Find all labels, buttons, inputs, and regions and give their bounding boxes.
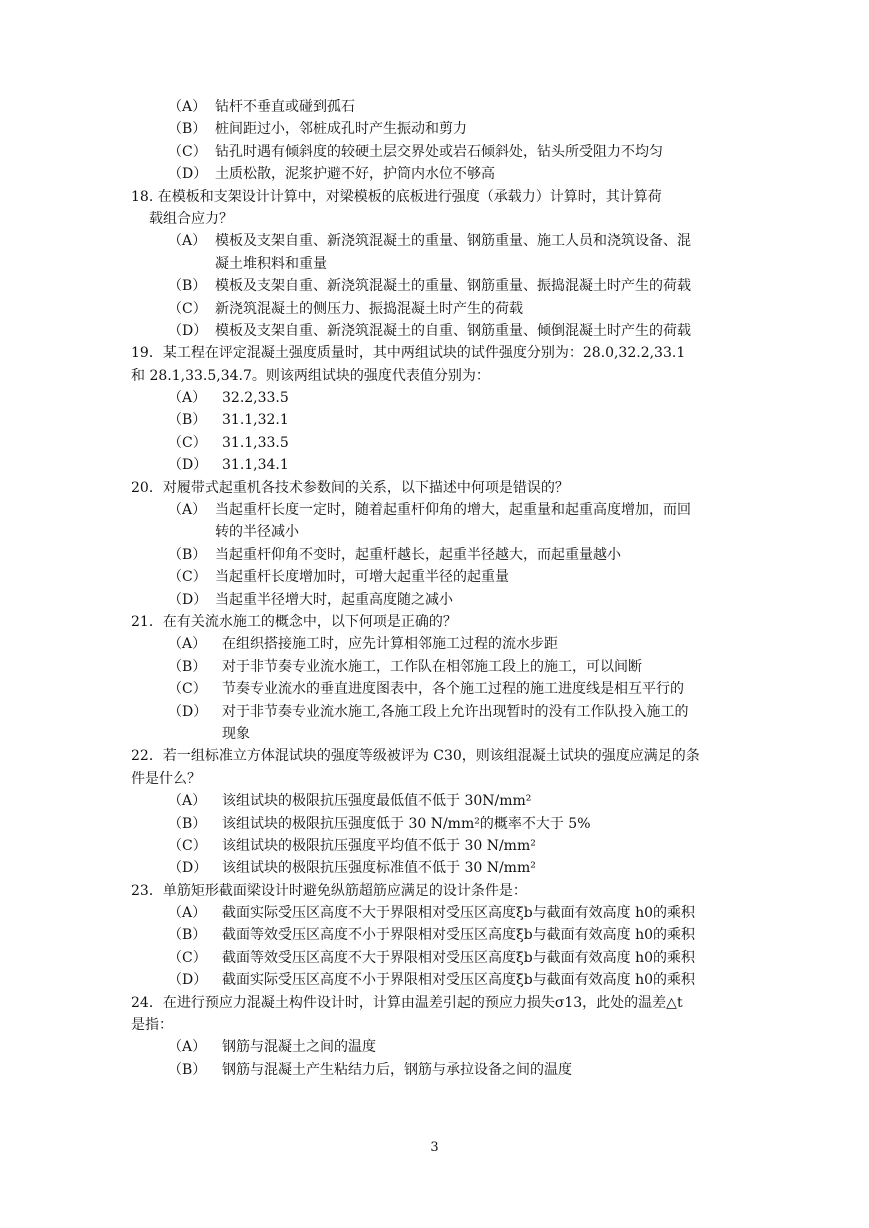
option-text: 土质松散，泥浆护避不好，护筒内水位不够高 (215, 166, 495, 183)
option-text: 该组试块的极限抗压强度最低值不低于 30N/mm² (222, 793, 532, 810)
question-stem (0, 992, 869, 1014)
question-text: 21．在有关流水施工的概念中，以下何项是正确的？ (131, 613, 457, 630)
option-text: 该组试块的极限抗压强度低于 30 N/mm²的概率不大于 5% (222, 815, 591, 832)
option-continuation (0, 253, 869, 275)
option-label: （A） (168, 905, 207, 922)
option-text: 该组试块的极限抗压强度标准值不低于 30 N/mm² (222, 860, 536, 877)
option-label: （C） (168, 569, 207, 586)
option-label: （B） (168, 658, 207, 675)
option-text: 31.1,32.1 (222, 412, 289, 429)
answer-option (0, 544, 869, 566)
option-text: 截面等效受压区高度不小于界限相对受压区高度ξb与截面有效高度 h0的乘积 (222, 927, 696, 944)
option-text: 对于非节奏专业流水施工，工作队在相邻施工段上的施工，可以间断 (222, 658, 642, 675)
option-text: 截面实际受压区高度不大于界限相对受压区高度ξb与截面有效高度 h0的乘积 (222, 905, 696, 922)
option-text: 截面等效受压区高度不大于界限相对受压区高度ξb与截面有效高度 h0的乘积 (222, 949, 696, 966)
option-label: （C） (168, 949, 207, 966)
option-label: （D） (168, 972, 208, 989)
question-stem-continuation (0, 208, 869, 230)
option-label: （A） (168, 502, 207, 519)
option-text: 31.1,33.5 (222, 434, 289, 451)
question-stem (0, 768, 869, 790)
option-label: （D） (168, 457, 208, 474)
question-list (0, 96, 869, 1081)
answer-option (0, 96, 869, 118)
option-label: （B） (168, 412, 207, 429)
answer-option (0, 320, 869, 342)
option-text: 钻孔时遇有倾斜度的较硬土层交界处或岩石倾斜处，钻头所受阻力不均匀 (215, 143, 663, 160)
question-text: 是指： (131, 1017, 173, 1034)
answer-option (0, 633, 869, 655)
answer-option (0, 454, 869, 476)
option-label: （C） (168, 681, 207, 698)
option-label: （C） (168, 434, 207, 451)
question-stem (0, 342, 869, 364)
option-label: （D） (168, 322, 208, 339)
option-label: （D） (168, 860, 208, 877)
option-label: （C） (168, 300, 207, 317)
answer-option (0, 432, 869, 454)
question-text: 24．在进行预应力混凝土构件设计时，计算由温差引起的预应力损失σ13，此处的温差△t (131, 994, 683, 1011)
question-text: 19．某工程在评定混凝土强度质量时，其中两组试块的试件强度分别为：28.0,32.2,33.1 (131, 345, 686, 362)
option-label: （B） (168, 121, 207, 138)
answer-option (0, 902, 869, 924)
answer-option (0, 589, 869, 611)
answer-option (0, 947, 869, 969)
option-label: （B） (168, 927, 207, 944)
option-text: 在组织搭接施工时，应先计算相邻施工过程的流水步距 (222, 636, 558, 653)
question-text: 和 28.1,33.5,34.7。则该两组试块的强度代表值分别为： (131, 367, 490, 384)
question-stem (0, 1014, 869, 1036)
option-label: （A） (168, 99, 207, 115)
question-text: 23．单筋矩形截面梁设计时避免纵筋超筋应满足的设计条件是： (131, 882, 527, 899)
answer-option (0, 969, 869, 991)
option-text: 凝土堆积料和重量 (215, 255, 327, 272)
option-label: （C） (168, 837, 207, 854)
answer-option (0, 230, 869, 252)
answer-option (0, 790, 869, 812)
answer-option (0, 835, 869, 857)
option-text: 截面实际受压区高度不小于界限相对受压区高度ξb与截面有效高度 h0的乘积 (222, 972, 696, 989)
answer-option (0, 1036, 869, 1058)
answer-option (0, 387, 869, 409)
option-text: 当起重杆长度一定时，随着起重杆仰角的增大，起重量和起重高度增加，而回 (215, 502, 691, 519)
option-text: 桩间距过小，邻桩成孔时产生振动和剪力 (215, 121, 467, 138)
question-text: 20．对履带式起重机各技术参数间的关系，以下描述中何项是错误的？ (131, 479, 569, 496)
answer-option (0, 701, 869, 723)
answer-option (0, 1059, 869, 1081)
option-label: （B） (168, 1061, 207, 1078)
option-label: （C） (168, 143, 207, 160)
answer-option (0, 499, 869, 521)
answer-option (0, 857, 869, 879)
answer-option (0, 678, 869, 700)
option-label: （D） (168, 166, 208, 183)
option-text: 模板及支架自重、新浇筑混凝土的重量、钢筋重量、施工人员和浇筑设备、混 (215, 233, 691, 250)
option-text: 当起重半径增大时，起重高度随之减小 (215, 591, 453, 608)
option-text: 转的半径减小 (215, 524, 299, 541)
option-text: 31.1,34.1 (222, 457, 289, 474)
option-text: 现象 (222, 725, 250, 742)
option-text: 当起重杆仰角不变时，起重杆越长，起重半径越大，而起重量越小 (215, 546, 621, 563)
option-text: 32.2,33.5 (222, 390, 289, 407)
answer-option (0, 924, 869, 946)
question-stem (0, 477, 869, 499)
option-label: （B） (168, 278, 207, 295)
option-label: （D） (168, 703, 208, 720)
option-label: （A） (168, 1039, 207, 1056)
option-text: 模板及支架自重、新浇筑混凝土的重量、钢筋重量、振捣混凝土时产生的荷载 (215, 278, 691, 295)
option-label: （A） (168, 793, 207, 810)
page-number: 3 (430, 1140, 439, 1155)
answer-option (0, 275, 869, 297)
question-stem (0, 365, 869, 387)
answer-option (0, 163, 869, 185)
answer-option (0, 409, 869, 431)
answer-option (0, 141, 869, 163)
option-text: 节奏专业流水的垂直进度图表中，各个施工过程的施工进度线是相互平行的 (222, 681, 684, 698)
option-label: （A） (168, 636, 207, 653)
option-text: 钢筋与混凝土之间的温度 (222, 1039, 376, 1056)
question-text: 件是什么？ (131, 770, 201, 787)
option-text: 钻杆不垂直或碰到孤石 (215, 99, 355, 115)
option-text: 该组试块的极限抗压强度平均值不低于 30 N/mm² (222, 837, 536, 854)
option-continuation (0, 521, 869, 543)
question-stem (0, 611, 869, 633)
option-text: 模板及支架自重、新浇筑混凝土的自重、钢筋重量、倾倒混凝土时产生的荷载 (215, 322, 691, 339)
question-text: 18. 在模板和支架设计计算中，对梁模板的底板进行强度（承载力）计算时，其计算荷 (131, 188, 662, 205)
question-text: 22．若一组标准立方体混试块的强度等级被评为 C30，则该组混凝土试块的强度应满足的条 (131, 748, 700, 765)
option-label: （D） (168, 591, 208, 608)
option-label: （B） (168, 815, 207, 832)
option-text: 新浇筑混凝土的侧压力、振捣混凝土时产生的荷载 (215, 300, 523, 317)
answer-option (0, 656, 869, 678)
question-text: 载组合应力？ (149, 210, 233, 227)
question-stem (0, 745, 869, 767)
option-text: 当起重杆长度增加时，可增大起重半径的起重量 (215, 569, 509, 586)
answer-option (0, 118, 869, 140)
answer-option (0, 298, 869, 320)
option-label: （A） (168, 390, 207, 407)
option-continuation (0, 723, 869, 745)
answer-option (0, 566, 869, 588)
option-text: 对于非节奏专业流水施工,各施工段上允许出现暂时的没有工作队投入施工的 (222, 703, 689, 720)
question-stem (0, 186, 869, 208)
option-text: 钢筋与混凝土产生粘结力后，钢筋与承拉设备之间的温度 (222, 1061, 572, 1078)
answer-option (0, 813, 869, 835)
option-label: （A） (168, 233, 207, 250)
question-stem (0, 880, 869, 902)
option-label: （B） (168, 546, 207, 563)
